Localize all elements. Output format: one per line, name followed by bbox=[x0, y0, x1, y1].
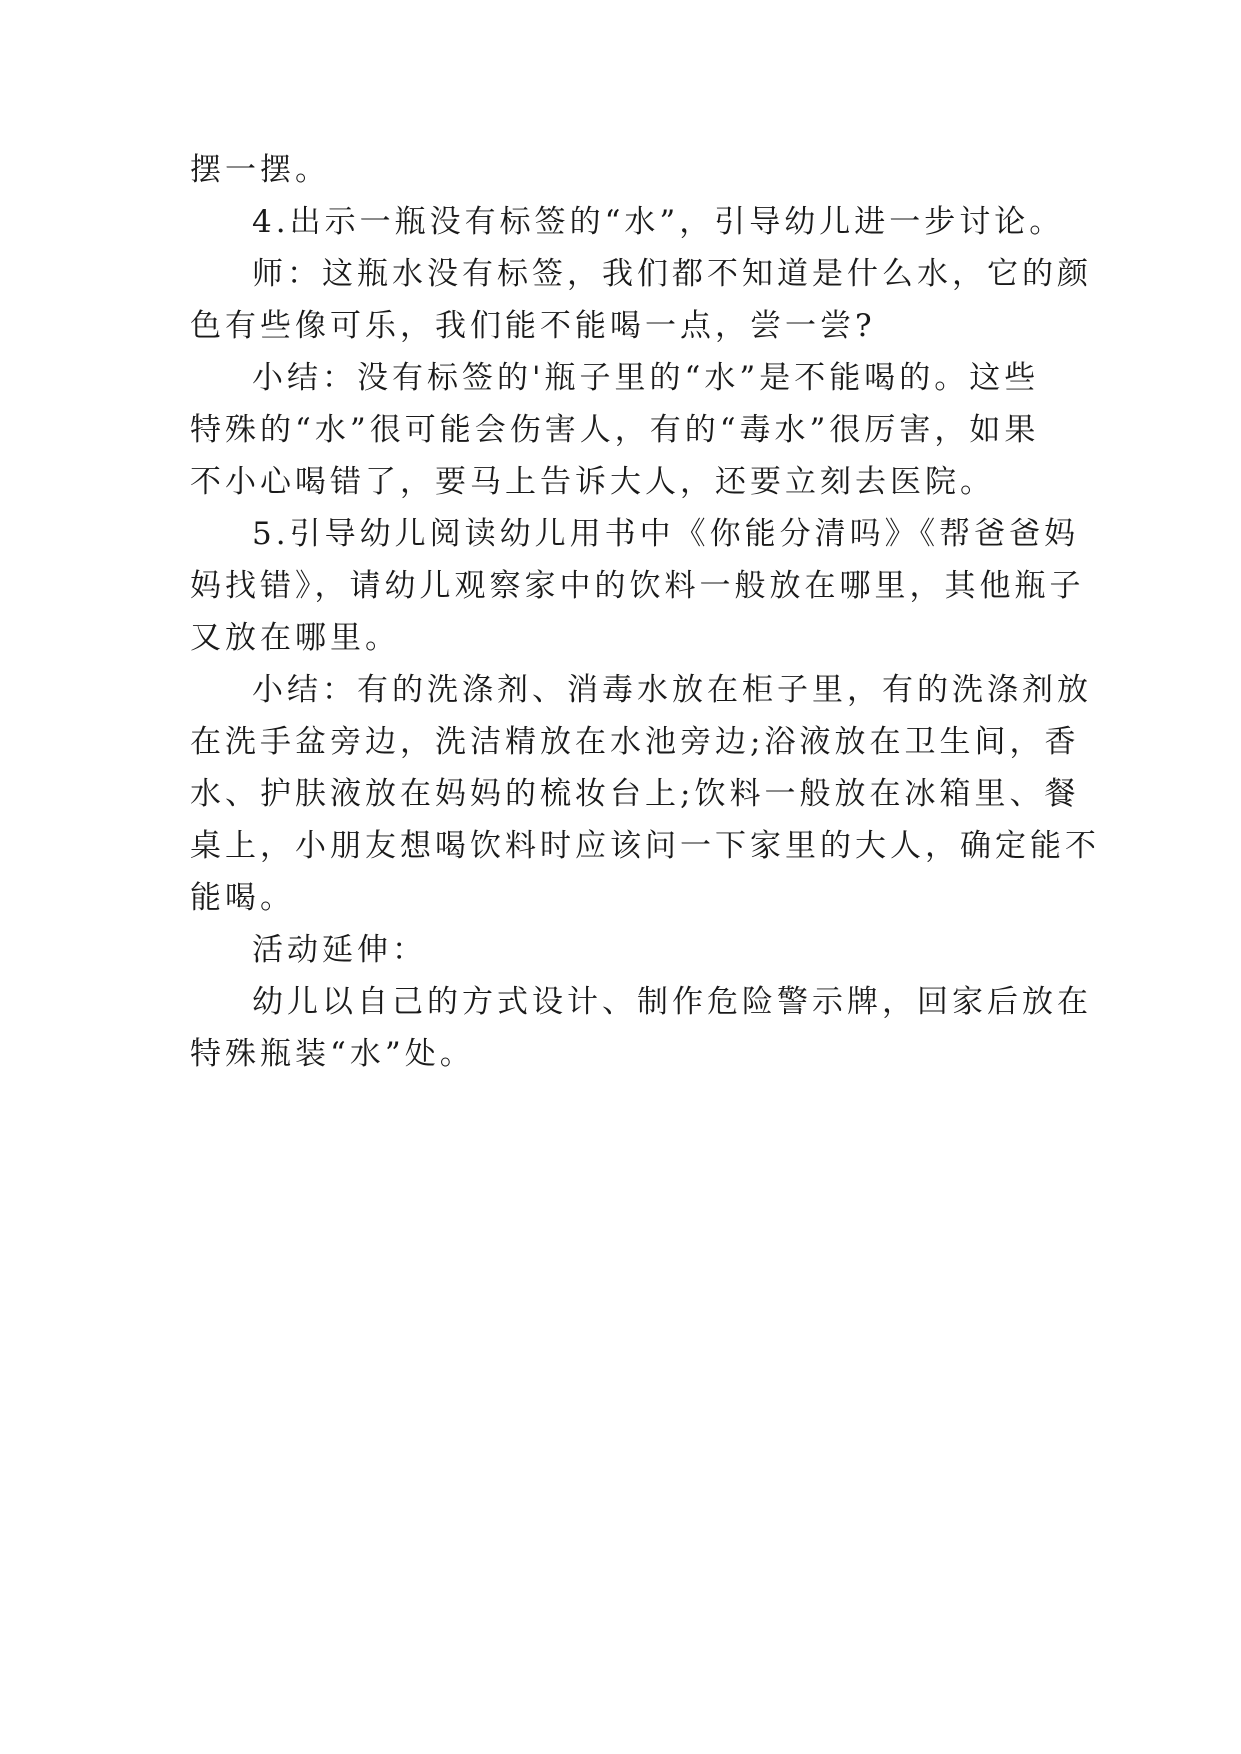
text-line: 小结：没有标签的'瓶子里的“水”是不能喝的。这些 bbox=[252, 360, 1040, 396]
text-line: 小结：有的洗涤剂、消毒水放在柜子里，有的洗涤剂放 bbox=[252, 672, 1092, 708]
text-line: 色有些像可乐，我们能不能喝一点，尝一尝? bbox=[190, 308, 876, 344]
text-line: 能喝。 bbox=[190, 880, 295, 916]
text-line: 师：这瓶水没有标签，我们都不知道是什么水，它的颜 bbox=[252, 256, 1092, 292]
text-line: 妈找错》，请幼儿观察家中的饮料一般放在哪里，其他瓶子 bbox=[190, 568, 1085, 604]
text-line: 水、护肤液放在妈妈的梳妆台上;饮料一般放在冰箱里、餐 bbox=[190, 776, 1080, 812]
text-line: 幼儿以自己的方式设计、制作危险警示牌，回家后放在 bbox=[252, 984, 1092, 1020]
text-line: 4.出示一瓶没有标签的“水”，引导幼儿进一步讨论。 bbox=[252, 204, 1065, 240]
text-line: 特殊的“水”很可能会伤害人，有的“毒水”很厉害，如果 bbox=[190, 412, 1040, 448]
text-line: 在洗手盆旁边，洗洁精放在水池旁边;浴液放在卫生间，香 bbox=[190, 724, 1080, 760]
text-line: 5.引导幼儿阅读幼儿用书中《你能分清吗》《帮爸爸妈 bbox=[252, 516, 1080, 552]
text-line: 活动延伸： bbox=[252, 932, 427, 968]
text-line: 又放在哪里。 bbox=[190, 620, 400, 656]
text-line: 摆一摆。 bbox=[190, 152, 330, 188]
text-line: 不小心喝错了，要马上告诉大人，还要立刻去医院。 bbox=[190, 464, 995, 500]
text-line: 桌上，小朋友想喝饮料时应该问一下家里的大人，确定能不 bbox=[190, 828, 1100, 864]
text-line: 特殊瓶装“水”处。 bbox=[190, 1036, 475, 1072]
